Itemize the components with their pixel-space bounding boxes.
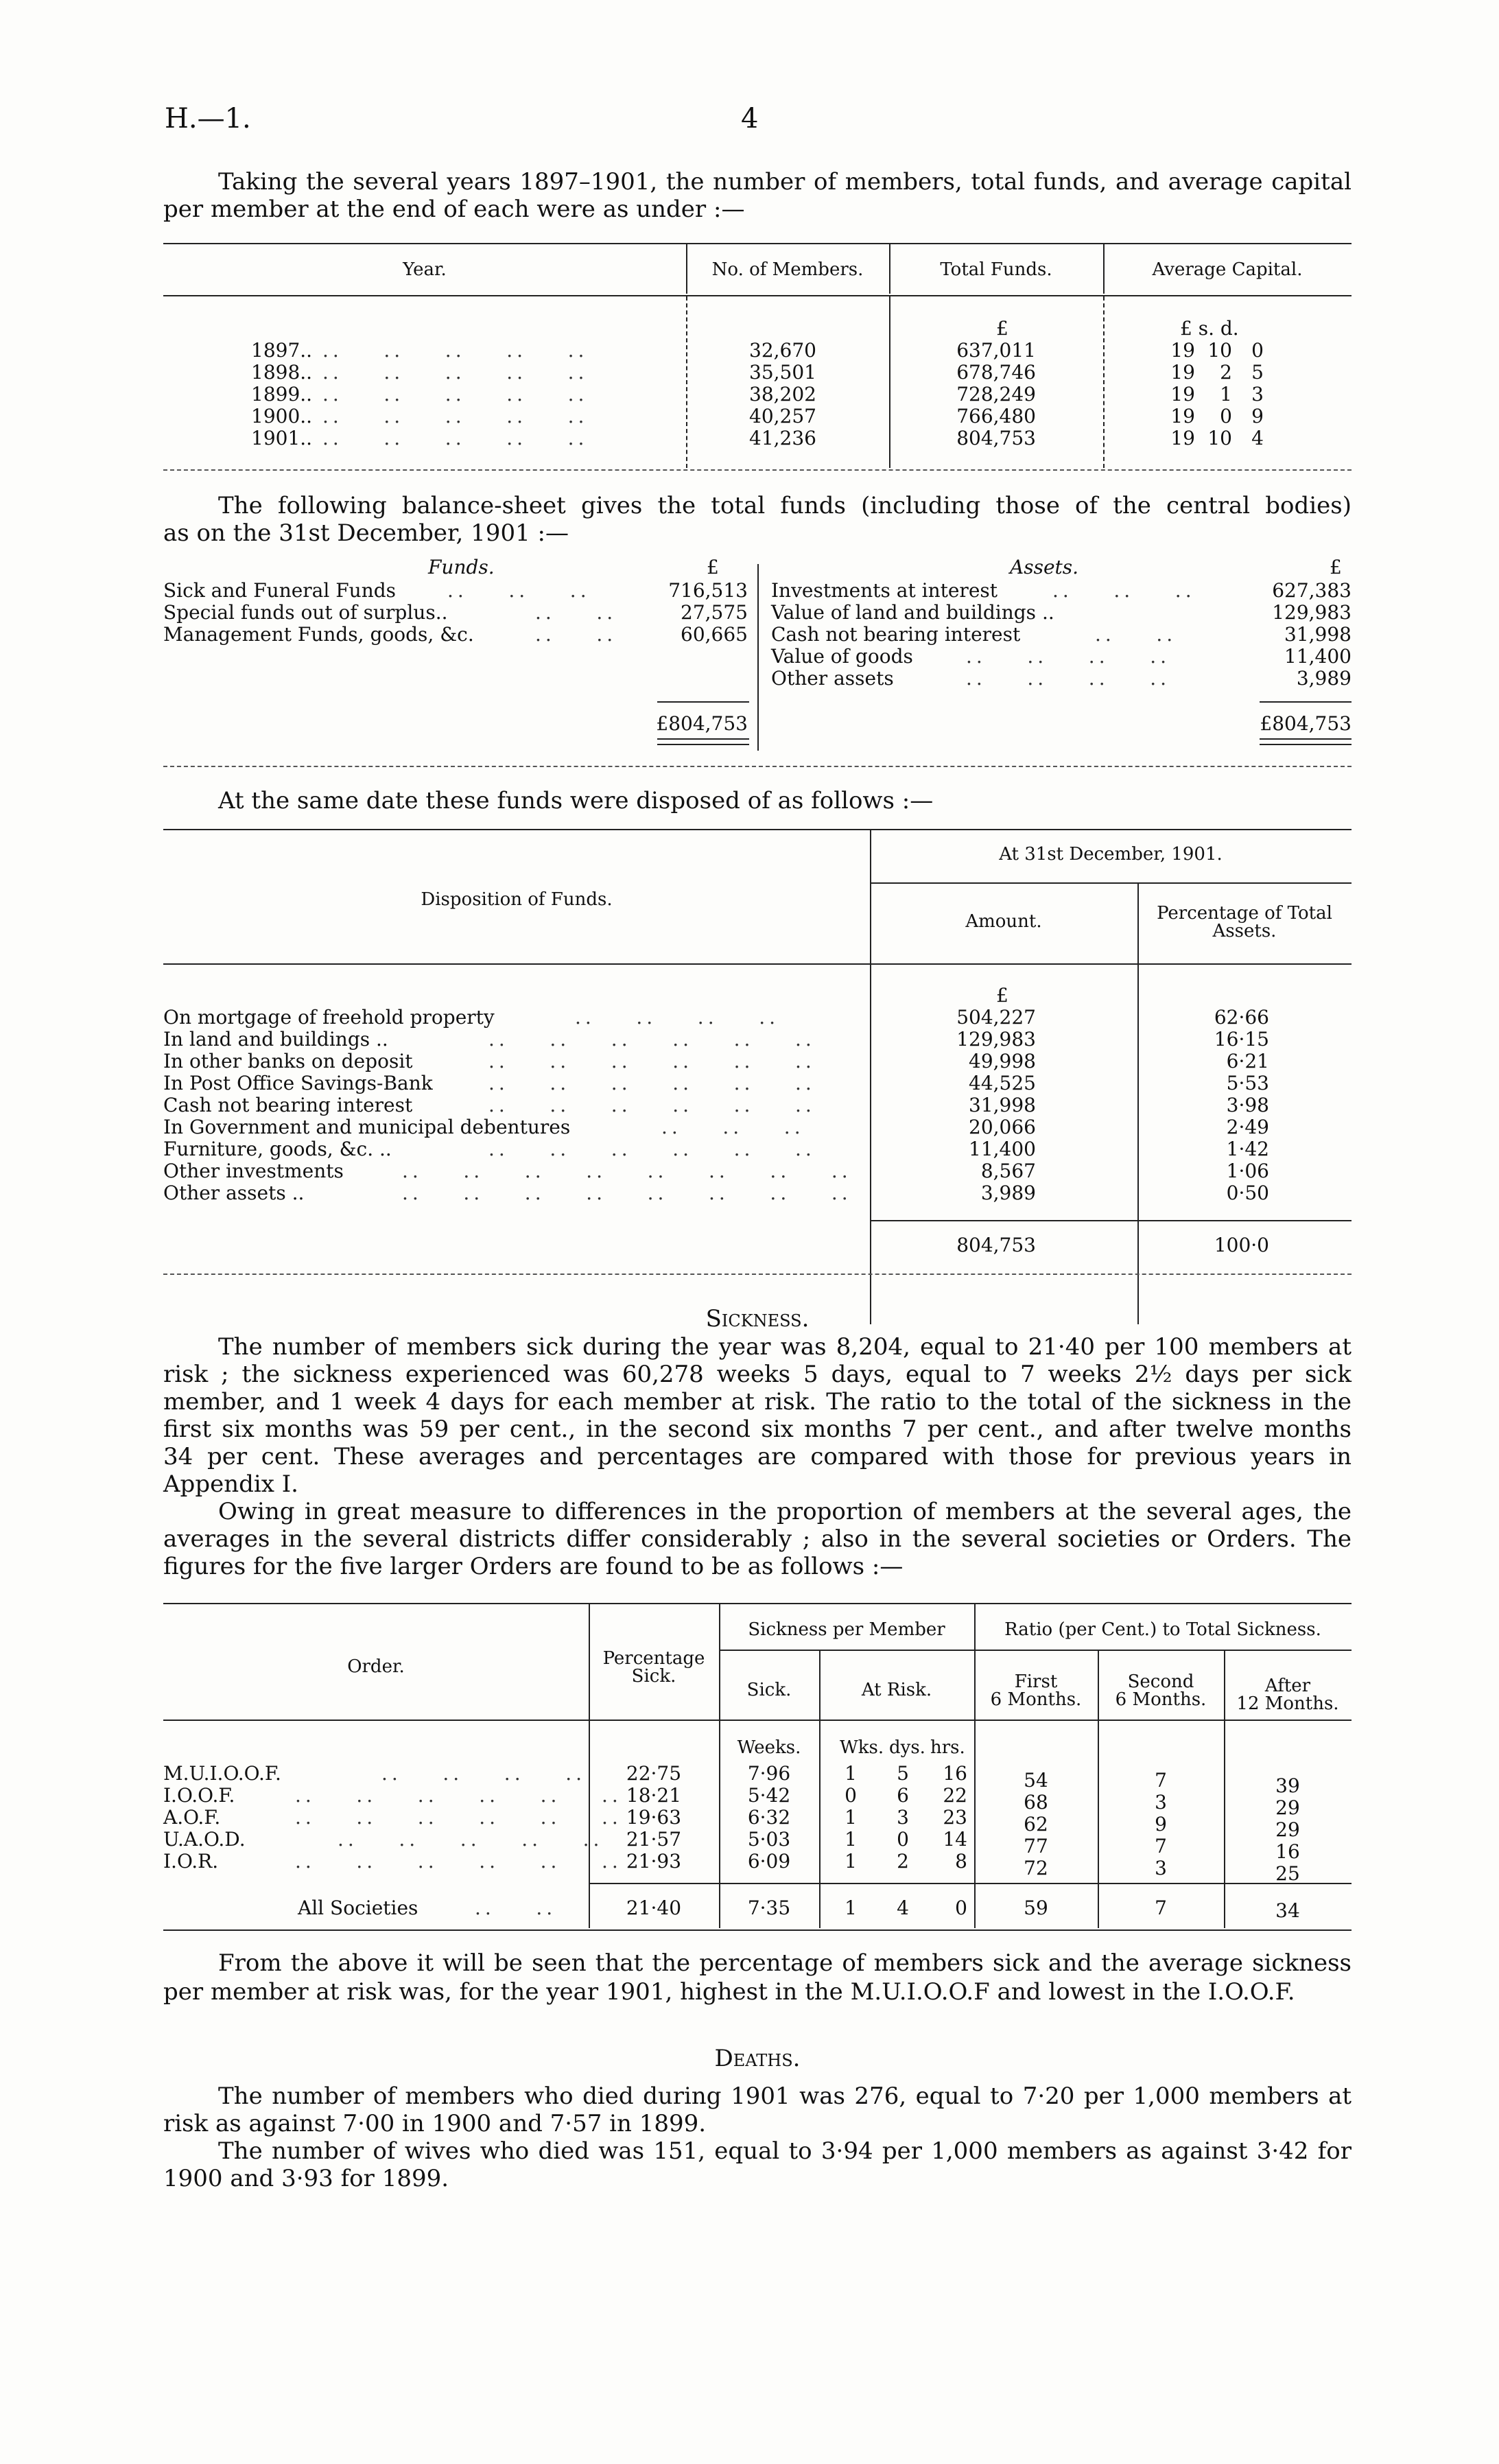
members-row-pence: 0 [1251,339,1264,362]
order-dys: 0 [897,1828,909,1851]
header-percentage-line-2: Assets. [1212,921,1277,941]
header-second-line-2: 6 Months. [1115,1689,1207,1710]
total-first: 59 [1024,1897,1048,1919]
asset-amount: 11,400 [1284,645,1352,668]
order-dys: 2 [897,1850,909,1873]
members-row-count: 35,501 [749,361,816,384]
members-row-year: 1897.. [251,339,313,362]
order-first: 77 [1024,1835,1048,1857]
intro-balance-line-2: as on the 31st December, 1901 :— [163,519,569,547]
members-row-pounds: 19 [1170,383,1195,406]
header-members: No. of Members. [711,259,864,280]
order-first: 54 [1024,1769,1048,1792]
deaths-para2-line-1: The number of wives who died was 151, equal to 3·94 per 1,000 members as against 3·42 for [218,2137,1352,2165]
order-first: 72 [1024,1857,1048,1879]
order-wks: 1 [845,1850,857,1873]
order-after: 39 [1275,1774,1300,1797]
disposition-percent: 6·21 [1226,1050,1269,1072]
disposition-total-percent: 100·0 [1214,1234,1269,1256]
members-row-pounds: 19 [1170,405,1195,427]
order-wks: 1 [845,1762,857,1785]
disposition-label: In Post Office Savings-Bank [163,1072,433,1094]
fund-amount: 27,575 [681,601,748,624]
total-order: All Societies [298,1897,418,1919]
after-orders-line-1: From the above it will be seen that the percentage of members sick and the average sickness [218,1949,1352,1977]
disposition-amount: 31,998 [969,1094,1036,1116]
intro-balance-line-1: The following balance-sheet gives the total funds (including those of the central bodies) [218,492,1352,519]
order-sick: 6·09 [747,1850,791,1873]
after-orders-line-2: per member at risk was, for the year 1901, highest in the M.U.I.O.O.F and lowest in the I.O.O.F. [163,1978,1295,2006]
order-sick: 5·03 [747,1828,791,1851]
order-second: 3 [1155,1857,1167,1879]
asset-label: Value of goods [771,645,913,668]
header-at-risk: At Risk. [861,1680,932,1700]
members-row-funds: 804,753 [956,427,1036,449]
fund-label: Management Funds, goods, &c. [163,623,474,646]
deaths-para2-line-2: 1900 and 3·93 for 1899. [163,2165,449,2192]
members-row-pence: 3 [1251,383,1264,406]
members-row-funds: 678,746 [956,361,1036,384]
order-name: M.U.I.O.O.F. [163,1762,281,1785]
order-after: 25 [1275,1862,1300,1885]
order-dys: 3 [897,1806,909,1829]
order-name: U.A.O.D. [163,1828,246,1851]
asset-amount: 3,989 [1296,667,1352,690]
fund-amount: 60,665 [681,623,748,646]
assets-total: £804,753 [1260,712,1352,735]
sickness-para2-last: figures for the five larger Orders are found to be as follows :— [163,1553,904,1580]
order-hrs: 8 [955,1850,967,1873]
deaths-para1-line-1: The number of members who died during 1901 was 276, equal to 7·20 per 1,000 members at [218,2082,1352,2110]
sickness-line: first six months was 59 per cent., in the second six months 7 per cent., and after twelve months [163,1416,1352,1443]
members-row-count: 38,202 [749,383,816,406]
capital-unit: £ s. d. [1180,317,1239,340]
total-dys: 4 [897,1897,909,1919]
header-date: At 31st December, 1901. [999,844,1223,865]
members-row-pounds: 19 [1170,339,1195,362]
asset-label: Other assets [771,667,894,690]
order-wks: 1 [845,1828,857,1851]
deaths-heading: Deaths. [714,2045,801,2072]
members-row-year: 1900.. [251,405,313,427]
disposition-amount: 49,998 [969,1050,1036,1072]
total-pct: 21·40 [626,1897,682,1919]
members-row-year: 1901.. [251,427,313,449]
sickness-heading: Sickness. [705,1305,810,1333]
disposition-total-amount: 804,753 [956,1234,1036,1256]
order-after: 29 [1275,1818,1300,1841]
disposition-percent: 1·06 [1226,1160,1269,1182]
sickness-line: member, and 1 week 4 days for each member at risk. The ratio to the total of the sickness in the [163,1388,1352,1416]
header-sick: Sick. [746,1680,792,1700]
document-reference: H.—1. [165,103,251,134]
funds-currency: £ [707,556,719,578]
order-pct: 19·63 [626,1806,682,1829]
order-sick: 5·42 [747,1784,791,1807]
disposition-amount: 20,066 [969,1116,1036,1138]
order-hrs: 14 [943,1828,967,1851]
members-row-shillings: 2 [1220,361,1232,384]
disposition-label: Other investments [163,1160,344,1182]
total-after: 34 [1275,1899,1300,1922]
order-dys: 5 [897,1762,909,1785]
disposition-label: In other banks on deposit [163,1050,413,1072]
intro-members-line-2: per member at the end of each were as under :— [163,196,745,223]
order-dys: 6 [897,1784,909,1807]
intro-disposition: At the same date these funds were disposed of as follows :— [218,787,934,814]
unit-hrs: hrs. [930,1737,965,1758]
disposition-label: Other assets .. [163,1182,305,1204]
asset-label: Cash not bearing interest [771,623,1021,646]
members-row-pence: 4 [1251,427,1264,449]
sickness-para2-line: averages in the several districts differ considerably ; also in the several societies or Orders. The [163,1525,1352,1553]
disposition-percent: 1·42 [1226,1138,1269,1160]
disposition-amount: 8,567 [980,1160,1036,1182]
disposition-label: In Government and municipal debentures [163,1116,571,1138]
fund-label: Sick and Funeral Funds [163,579,397,602]
members-row-count: 40,257 [749,405,816,427]
asset-amount: 129,983 [1272,601,1352,624]
page-number: 4 [741,103,759,134]
order-after: 29 [1275,1796,1300,1819]
order-hrs: 16 [943,1762,967,1785]
fund-label: Special funds out of surplus.. [163,601,448,624]
unit-wks: Wks. [840,1737,884,1758]
disposition-amount: 3,989 [980,1182,1036,1204]
disposition-amount: 11,400 [969,1138,1036,1160]
header-first-line-1: First [1014,1671,1058,1692]
order-name: I.O.R. [163,1850,219,1873]
members-row-pence: 9 [1251,405,1264,427]
unit-weeks: Weeks. [737,1737,801,1758]
asset-amount: 627,383 [1272,579,1352,602]
members-row-count: 41,236 [749,427,816,449]
disposition-label: On mortgage of freehold property [163,1006,495,1029]
total-hrs: 0 [955,1897,967,1919]
order-name: A.O.F. [163,1806,221,1829]
total-second: 7 [1155,1897,1167,1919]
header-order: Order. [347,1656,405,1677]
disposition-amount: 44,525 [969,1072,1036,1094]
header-disposition: Disposition of Funds. [421,889,613,910]
order-second: 7 [1155,1769,1167,1792]
header-sickness-group: Sickness per Member [748,1619,945,1640]
order-hrs: 22 [943,1784,967,1807]
order-sick: 6·32 [747,1806,791,1829]
disposition-percent: 3·98 [1226,1094,1269,1116]
disposition-percent: 62·66 [1214,1006,1269,1029]
intro-members-line-1: Taking the several years 1897–1901, the number of members, total funds, and average capital [218,168,1352,196]
members-row-shillings: 1 [1220,383,1232,406]
sickness-line: risk ; the sickness experienced was 60,278 weeks 5 days, equal to 7 weeks 2½ days per sick [163,1361,1352,1388]
order-wks: 1 [845,1806,857,1829]
order-first: 68 [1024,1791,1048,1814]
asset-label: Value of land and buildings .. [771,601,1054,624]
header-percentage-line-1: Percentage of Total [1157,903,1332,924]
header-pct-line-2: Sick. [631,1666,676,1687]
order-sick: 7·96 [747,1762,791,1785]
header-second-line-1: Second [1127,1671,1194,1692]
deaths-para1-line-2: risk as against 7·00 in 1900 and 7·57 in 1899. [163,2110,707,2137]
members-row-funds: 766,480 [956,405,1036,427]
order-name: I.O.O.F. [163,1784,235,1807]
funds-total: £804,753 [656,712,748,735]
members-row-year: 1898.. [251,361,313,384]
order-second: 3 [1155,1791,1167,1814]
sickness-line: 34 per cent. These averages and percentages are compared with those for previous years in [163,1443,1352,1470]
order-first: 62 [1024,1813,1048,1835]
members-row-shillings: 10 [1207,339,1232,362]
members-row-count: 32,670 [749,339,816,362]
order-wks: 0 [845,1784,857,1807]
funds-unit: £ [996,317,1008,340]
members-row-funds: 637,011 [956,339,1036,362]
disposition-percent: 0·50 [1226,1182,1269,1204]
members-row-pounds: 19 [1170,361,1195,384]
header-average-capital: Average Capital. [1152,259,1303,280]
members-row-pounds: 19 [1170,427,1195,449]
asset-label: Investments at interest [771,579,998,602]
total-wks: 1 [845,1897,857,1919]
order-after: 16 [1275,1840,1300,1863]
asset-amount: 31,998 [1284,623,1352,646]
disposition-percent: 5·53 [1226,1072,1269,1094]
members-row-shillings: 10 [1207,427,1232,449]
header-after-line-1: After [1264,1676,1311,1696]
total-sick: 7·35 [747,1897,791,1919]
fund-amount: 716,513 [668,579,748,602]
disposition-label: Cash not bearing interest [163,1094,413,1116]
disposition-percent: 2·49 [1226,1116,1269,1138]
order-second: 7 [1155,1835,1167,1857]
sickness-line-last: Appendix I. [163,1470,298,1498]
header-amount: Amount. [965,911,1042,932]
order-second: 9 [1155,1813,1167,1835]
disposition-label: Furniture, goods, &c. .. [163,1138,392,1160]
header-pct-line-1: Percentage [602,1648,705,1669]
order-hrs: 23 [943,1806,967,1829]
sickness-para2-line: Owing in great measure to differences in the proportion of members at the several ages, the [218,1498,1352,1525]
unit-dys: dys. [889,1737,925,1758]
order-pct: 18·21 [626,1784,682,1807]
disposition-amount: 504,227 [956,1006,1036,1029]
order-pct: 21·57 [626,1828,682,1851]
assets-currency: £ [1330,556,1342,578]
sickness-line: The number of members sick during the year was 8,204, equal to 21·40 per 100 members at [218,1333,1352,1361]
disposition-amount: 129,983 [956,1028,1036,1051]
disposition-currency: £ [996,984,1008,1007]
order-pct: 21·93 [626,1850,682,1873]
members-row-shillings: 0 [1220,405,1232,427]
members-row-funds: 728,249 [956,383,1036,406]
header-first-line-2: 6 Months. [990,1689,1082,1710]
order-pct: 22·75 [626,1762,682,1785]
disposition-percent: 16·15 [1214,1028,1269,1051]
header-ratio-group: Ratio (per Cent.) to Total Sickness. [1004,1619,1321,1640]
members-row-year: 1899.. [251,383,313,406]
funds-heading: Funds. [428,556,495,578]
disposition-label: In land and buildings .. [163,1028,388,1051]
header-after-line-2: 12 Months. [1236,1693,1339,1714]
members-row-pence: 5 [1251,361,1264,384]
header-total-funds: Total Funds. [940,259,1052,280]
header-year: Year. [403,259,447,280]
assets-heading: Assets. [1010,556,1079,578]
